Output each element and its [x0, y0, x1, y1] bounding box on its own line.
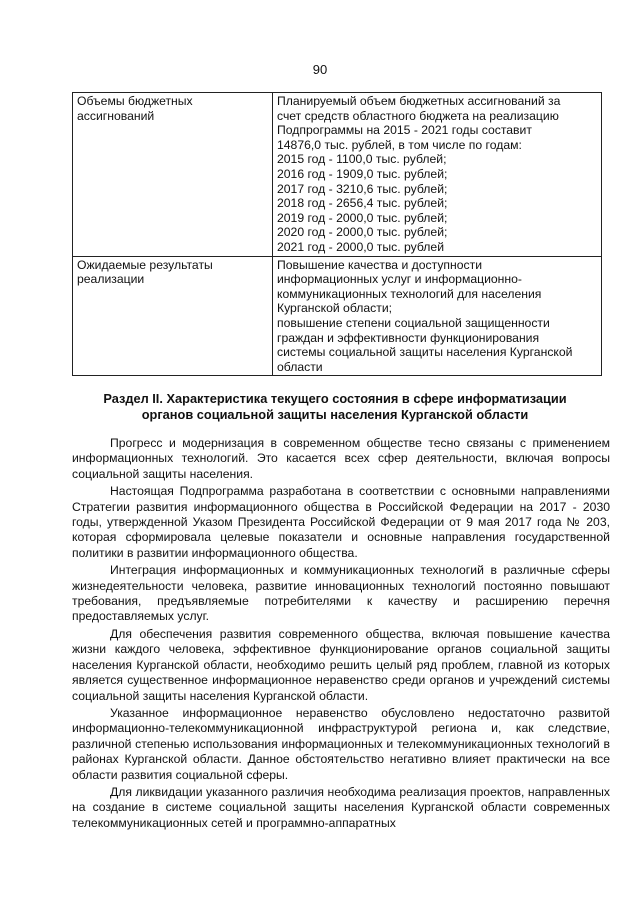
row-value-line: 2018 год - 2656,4 тыс. рублей;	[277, 196, 448, 211]
row-label-line: Ожидаемые результаты	[77, 257, 213, 272]
row-value-line: Повышение качества и доступности	[277, 257, 483, 272]
paragraph: Настоящая Подпрограмма разработана в соответствии с основными направлениями Стратегии развития информационного общества в Российской Федерации на 2017 - 2030 годы, утвержденной Указом Президента Российской Федерации от 9 мая 2017 года № 203, которая сформировала целевые показатели и основные направления государственной политики в развитии информационного общества.	[72, 484, 610, 560]
section-title-line: Раздел II. Характеристика текущего состояния в сфере информатизации	[103, 391, 567, 406]
row-value-line: 2019 год - 2000,0 тыс. рублей;	[277, 210, 448, 225]
paragraph: Для обеспечения развития современного общества, включая повышение качества жизни каждого человека, эффективное функционирование органов социальной защиты населения Курганской области, необходимо решить целый ряд проблем, главной из которых является существенное информационное неравенство среди органов и учреждений системы социальной защиты населения Курганской области.	[72, 626, 610, 703]
page-number: 90	[312, 62, 328, 77]
body-text	[72, 436, 610, 833]
row-label-line: реализации	[77, 272, 145, 287]
row-value-line: Планируемый объем бюджетных ассигнований за	[277, 94, 561, 108]
row-value-line: области	[277, 359, 323, 374]
section-title	[60, 391, 610, 423]
row-value-line: коммуникационных технологий для населения	[277, 286, 542, 301]
paragraph: Для ликвидации указанного различия необходима реализация проектов, направленных на создание в системе социальной защиты населения Курганской области современных телекоммуникационных сетей и программно-аппаратных	[72, 784, 610, 830]
row-value-line: повышение степени социальной защищенности	[277, 315, 550, 330]
section-title-line: органов социальной защиты населения Курганской области	[141, 407, 529, 422]
row-value-line: 2015 год - 1100,0 тыс. рублей;	[277, 152, 447, 167]
row-label-cell	[73, 93, 273, 257]
row-value-cell	[273, 93, 602, 257]
row-value-line: 2021 год - 2000,0 тыс. рублей	[277, 239, 444, 254]
paragraph: Интеграция информационных и коммуникационных технологий в различные сферы жизнедеятельности человека, развитие инновационных технологий постоянно повышают требования, предъявляемые потребителями к качеству и расширению перечня предоставляемых услуг.	[72, 563, 610, 624]
program-passport-table	[72, 92, 602, 376]
row-value-line: счет средств областного бюджета на реализацию	[277, 108, 559, 123]
paragraph: Указанное информационное неравенство обусловлено недостаточно развитой информационно-телекоммуникационной инфраструктурой региона и, как следствие, различной степенью использования информационных и телекоммуникационных технологий в районах Курганской области. Данное обстоятельство негативно влияет практически на все области развития социальной сферы.	[72, 705, 610, 782]
row-value-line: 2016 год - 1909,0 тыс. рублей;	[277, 166, 448, 181]
paragraph: Прогресс и модернизация в современном обществе тесно связаны с применением информационных технологий. Это касается всех сфер деятельности, включая вопросы социальной защиты населения.	[72, 436, 610, 481]
table-row	[73, 256, 602, 376]
row-value-line: 14876,0 тыс. рублей, в том числе по годам:	[277, 137, 522, 152]
row-value-line: Курганской области;	[277, 301, 393, 316]
row-label-line: Объемы бюджетных	[77, 94, 193, 108]
row-label-line: ассигнований	[77, 108, 155, 123]
row-value-line: граждан и эффективности функционирования	[277, 330, 540, 345]
table-row	[73, 93, 602, 257]
row-value-line: системы социальной защиты населения Курганской	[277, 345, 573, 360]
row-label-cell	[73, 256, 273, 376]
row-value-line: Подпрограммы на 2015 - 2021 годы составит	[277, 123, 532, 138]
row-value-cell	[273, 256, 602, 376]
row-value-line: 2020 год - 2000,0 тыс. рублей;	[277, 225, 448, 240]
row-value-line: информационных услуг и информационно-	[277, 272, 522, 287]
row-value-line: 2017 год - 3210,6 тыс. рублей;	[277, 181, 448, 196]
